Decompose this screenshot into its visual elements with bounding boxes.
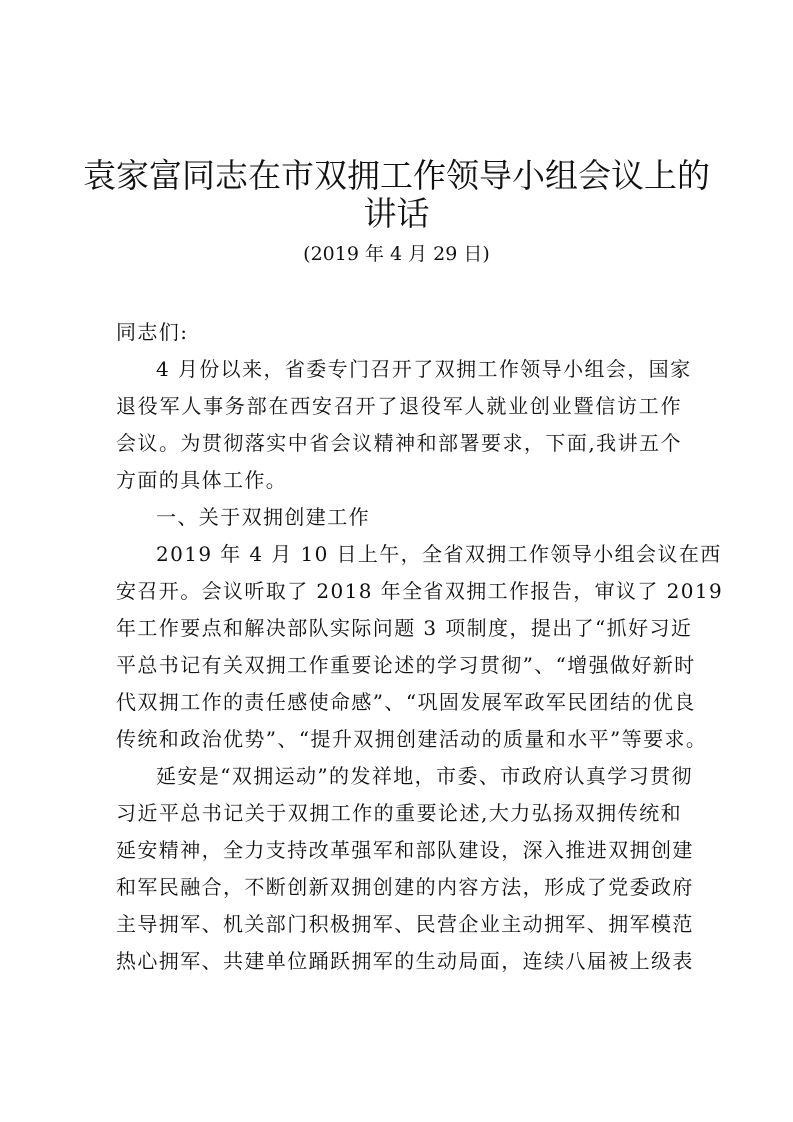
body-line: 方面的具体工作。 <box>116 468 288 492</box>
body-line: 代双拥工作的责任感使命感”、“巩固发展军政军民团结的优良 <box>116 690 696 714</box>
body-line: 一、关于双拥创建工作 <box>156 505 370 529</box>
body-line: 会议。为贯彻落实中省会议精神和部署要求，下面,我讲五个 <box>116 431 682 455</box>
body-line: 平总书记有关双拥工作重要论述的学习贯彻”、“增强做好新时 <box>116 653 696 677</box>
body-line: 年工作要点和解决部队实际问题 3 项制度，提出了“抓好习近 <box>116 616 693 640</box>
body-line: 延安是“双拥运动”的发祥地，市委、市政府认真学习贯彻 <box>156 764 693 788</box>
body-line: 传统和政治优势”、“提升双拥创建活动的质量和水平”等要求。 <box>116 727 708 751</box>
body-line: 延安精神，全力支持改革强军和部队建设，深入推进双拥创建 <box>116 838 694 862</box>
document-body <box>116 314 724 980</box>
document-title-line-2: 讲话 <box>363 194 430 233</box>
body-line: 习近平总书记关于双拥工作的重要论述,大力弘扬双拥传统和 <box>116 801 682 825</box>
body-line: 2019 年 4 月 10 日上午，全省双拥工作领导小组会议在西 <box>156 542 722 566</box>
body-lines <box>116 351 724 980</box>
document-date: (2019 年 4 月 29 日) <box>303 243 490 265</box>
body-line: 主导拥军、机关部门积极拥军、民营企业主动拥军、拥军模范 <box>116 912 694 936</box>
body-line: 安召开。会议听取了 2018 年全省双拥工作报告，审议了 2019 <box>116 579 724 603</box>
body-line: 退役军人事务部在西安召开了退役军人就业创业暨信访工作 <box>116 394 682 418</box>
body-line: 和军民融合，不断创新双拥创建的内容方法，形成了党委政府 <box>116 875 694 899</box>
document-title-line-1: 袁家富同志在市双拥工作领导小组会议上的 <box>83 156 710 195</box>
body-line: 4 月份以来，省委专门召开了双拥工作领导小组会，国家 <box>156 357 692 381</box>
salutation: 同志们: <box>116 320 189 344</box>
body-line: 热心拥军、共建单位踊跃拥军的生动局面，连续八届被上级表 <box>116 949 694 973</box>
